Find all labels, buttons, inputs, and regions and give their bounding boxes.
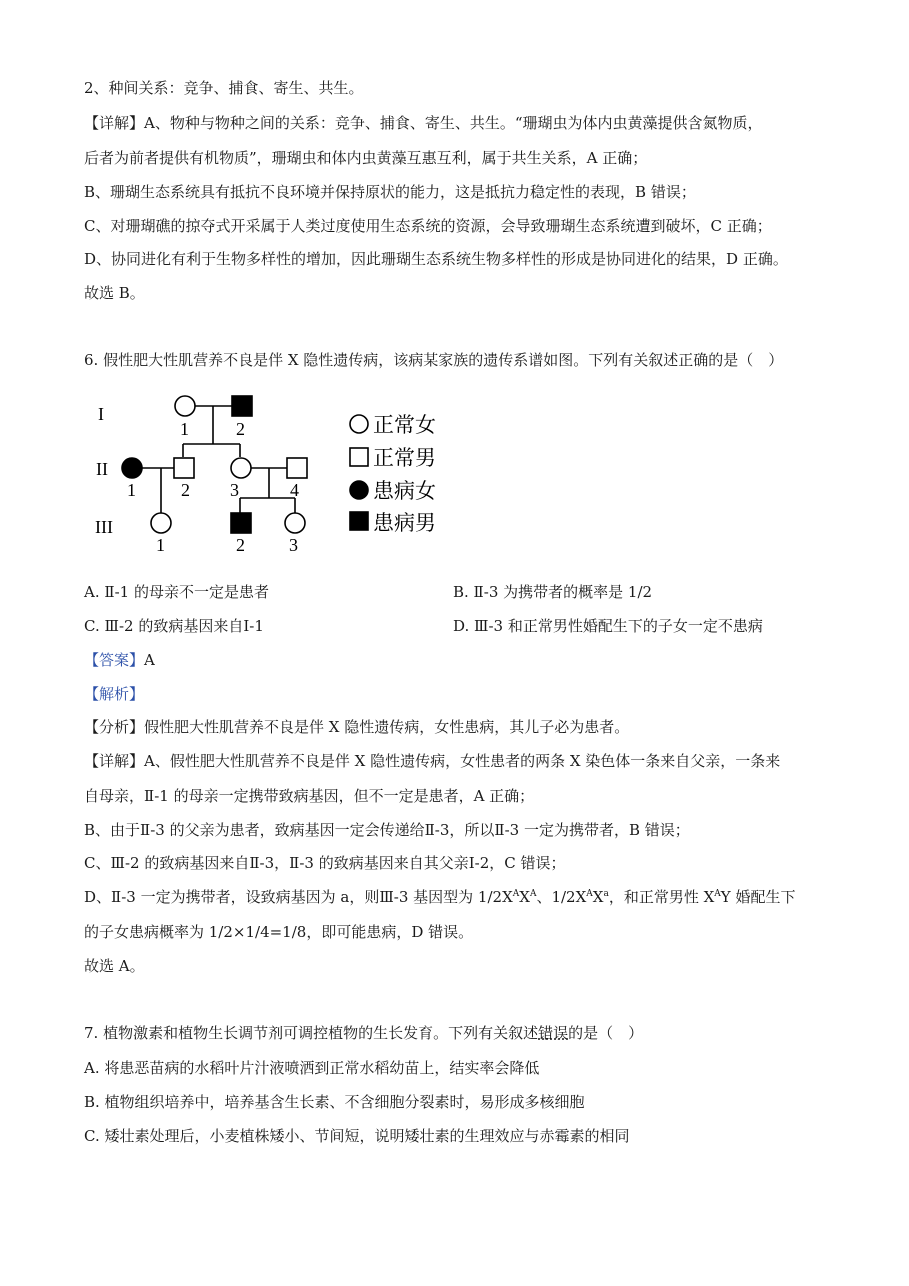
- text-line: 后者为前者提供有机物质”，珊瑚虫和体内虫黄藻互惠互利，属于共生关系，A 正确；: [84, 149, 648, 167]
- generation-label: III: [95, 517, 113, 537]
- question-stem: 6. 假性肥大性肌营养不良是伴 X 隐性遗传病，该病某家族的遗传系谱如图。下列有关叙述正确的是（ ）: [84, 351, 784, 369]
- text-line: 2、种间关系：竞争、捕食、寄生、共生。: [84, 79, 364, 97]
- text-line: 故选 A。: [84, 957, 145, 975]
- individual-III-2-affected-male: [231, 513, 251, 533]
- individual-II-3-normal-female: [231, 458, 251, 478]
- text-line: 的子女患病概率为 1/2×1/4=1/8，即可能患病，D 错误。: [84, 923, 474, 941]
- answer-line: [84, 650, 155, 670]
- individual-number: 2: [181, 480, 190, 500]
- individual-number: 4: [290, 480, 299, 500]
- option-b: B. Ⅱ-3 为携带者的概率是 1/2: [453, 583, 653, 601]
- emphasis-dotted: 错误: [538, 1024, 569, 1042]
- individual-number: 1: [156, 535, 165, 555]
- question-stem: 7. 植物激素和植物生长调节剂可调控植物的生长发育。下列有关叙述错误的是（ ）: [84, 1024, 644, 1042]
- text-line: C、对珊瑚礁的掠夺式开采属于人类过度使用生态系统的资源，会导致珊瑚生态系统遭到破坏，C 正确；: [84, 217, 772, 235]
- text-line: B、由于Ⅱ-3 的父亲为患者，致病基因一定会传递给Ⅱ-3，所以Ⅱ-3 一定为携带者，B 错误；: [84, 821, 690, 839]
- legend-normal-male-symbol: [350, 448, 368, 466]
- genotype-line: D、Ⅱ-3 一定为携带者，设致病基因为 a，则Ⅲ-3 基因型为 $1/2X^AX^A$、$1/2X^AX^a$，和正常男性 $X^AY$ 婚配生下: [84, 888, 796, 906]
- text-line: B、珊瑚生态系统具有抵抗不良环境并保持原状的能力，这是抵抗力稳定性的表现，B 错误；: [84, 183, 696, 201]
- option-a: A. Ⅱ-1 的母亲不一定是患者: [84, 583, 269, 601]
- individual-number: 3: [289, 535, 298, 555]
- individual-number: 1: [180, 419, 189, 439]
- individual-number: 2: [236, 535, 245, 555]
- pedigree-chart: [88, 392, 448, 557]
- option-b: B. 植物组织培养中，培养基含生长素、不含细胞分裂素时，易形成多核细胞: [84, 1093, 585, 1111]
- text-line: D、协同进化有利于生物多样性的增加，因此珊瑚生态系统生物多样性的形成是协同进化的结果，D 正确。: [84, 250, 788, 268]
- text-line: 【详解】A、假性肥大性肌营养不良是伴 X 隐性遗传病，女性患者的两条 X 染色体一条来自父亲，一条来: [84, 752, 781, 770]
- text-line: 【详解】A、物种与物种之间的关系：竞争、捕食、寄生、共生。“珊瑚虫为体内虫黄藻提供含氮物质，: [84, 114, 763, 132]
- option-c: C. Ⅲ-2 的致病基因来自Ⅰ-1: [84, 617, 264, 635]
- legend-affected-female-symbol: [350, 481, 368, 499]
- individual-number: 2: [236, 419, 245, 439]
- fenxi-tag: 【分析】: [84, 718, 145, 736]
- text-line: 【分析】假性肥大性肌营养不良是伴 X 隐性遗传病，女性患病，其儿子必为患者。: [84, 718, 630, 736]
- option-a: A. 将患恶苗病的水稻叶片汁液喷洒到正常水稻幼苗上，结实率会降低: [84, 1059, 540, 1077]
- legend-label: 患病女: [373, 479, 436, 503]
- text-line: 自母亲，Ⅱ-1 的母亲一定携带致病基因，但不一定是患者，A 正确；: [84, 787, 535, 805]
- individual-III-3-normal-female: [285, 513, 305, 533]
- detail-tag: 【详解】: [84, 752, 145, 770]
- text-line: C、Ⅲ-2 的致病基因来自Ⅱ-3，Ⅱ-3 的致病基因来自其父亲Ⅰ-2，C 错误；: [84, 854, 566, 872]
- legend-label: 正常男: [373, 446, 436, 470]
- individual-II-4-normal-male: [287, 458, 307, 478]
- option-d: D. Ⅲ-3 和正常男性婚配生下的子女一定不患病: [453, 617, 763, 635]
- individual-I-1-normal-female: [175, 396, 195, 416]
- individual-number: 1: [127, 480, 136, 500]
- detail-tag: 【详解】: [84, 114, 145, 132]
- legend-label: 患病男: [373, 511, 436, 535]
- individual-II-2-normal-male: [174, 458, 194, 478]
- legend-label: 正常女: [373, 413, 436, 437]
- option-c: C. 矮壮素处理后，小麦植株矮小、节间短，说明矮壮素的生理效应与赤霉素的相同: [84, 1127, 630, 1145]
- individual-I-2-affected-male: [232, 396, 252, 416]
- individual-II-1-affected-female: [122, 458, 142, 478]
- generation-label: I: [98, 404, 104, 424]
- individual-III-1-normal-female: [151, 513, 171, 533]
- answer-tag: 【答案】: [84, 651, 145, 669]
- legend-normal-female-symbol: [350, 415, 368, 433]
- individual-number: 3: [230, 480, 239, 500]
- analysis-tag: 【解析】: [84, 685, 145, 703]
- answer-value: A: [144, 651, 155, 669]
- generation-label: II: [96, 459, 108, 479]
- legend-affected-male-symbol: [350, 512, 368, 530]
- text-line: 故选 B。: [84, 284, 145, 302]
